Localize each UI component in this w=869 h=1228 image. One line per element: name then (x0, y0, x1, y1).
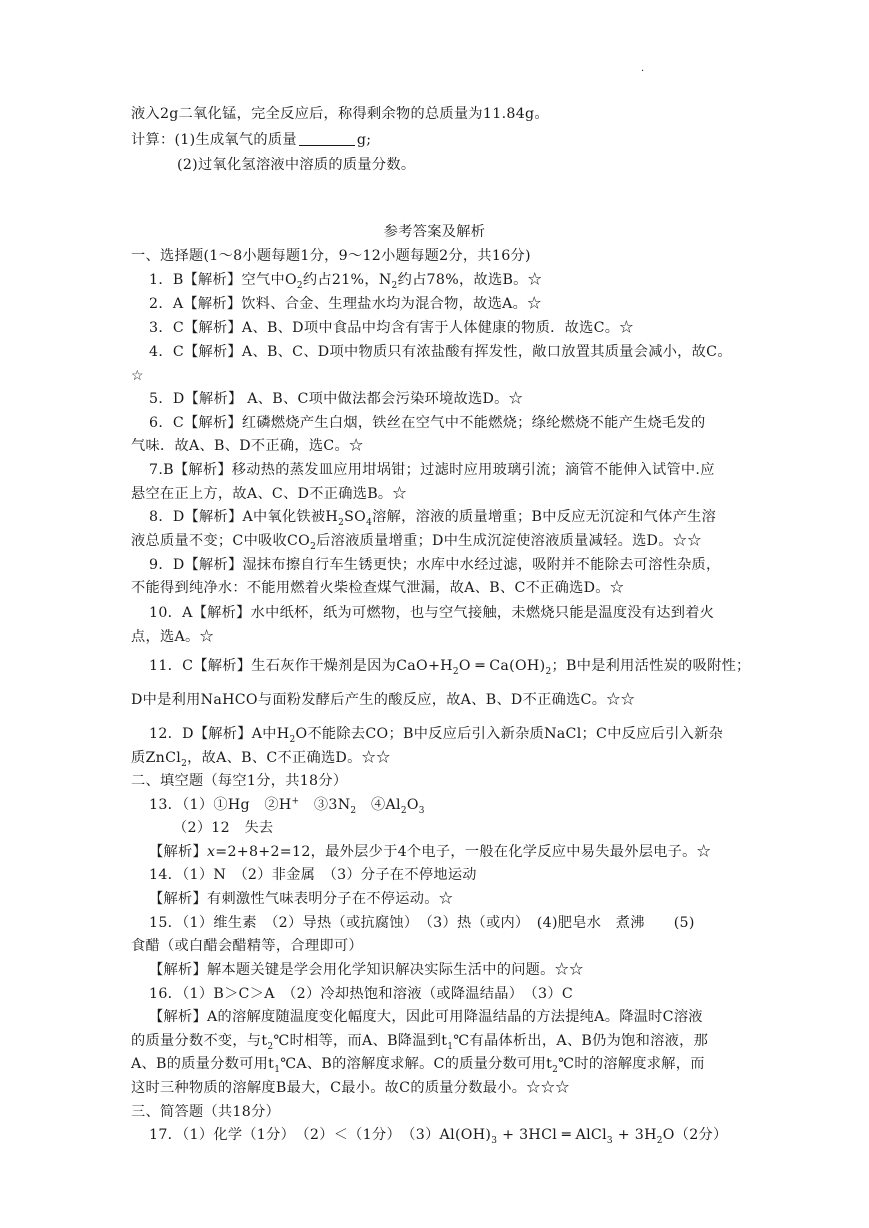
answer-8-line-2: 液总质量不变；C中吸收$CO_2$后溶液质量增重；D中生成沉淀使溶液质量减轻。选D。☆☆ (131, 533, 702, 552)
header-dot: · (641, 66, 645, 77)
answer-4-line-1: 4．C【解析】A、B、C、D项中物质只有浓盐酸有挥发性，敞口放置其质量会减小，故C。 (149, 344, 732, 360)
section2-heading: 二、填空题（每空1分，共18分） (131, 773, 348, 789)
answer-5: 5．D【解析】 A、B、C项中做法都会污染环境故选D。☆ (149, 391, 524, 407)
problem-line-1: 液入2g二氧化锰，完全反应后，称得剩余物的总质量为11.84g。 (131, 106, 549, 122)
answer-12-line-1: 12．D【解析】A中$H_2O$不能除去CO；B中反应后引入新杂质NaCl；C中反应后引入新杂 (149, 726, 724, 745)
q1-prefix: 计算：(1)生成氧气的质量 (131, 132, 297, 148)
answer-10-line-2: 点，选A。☆ (131, 629, 214, 645)
answer-17: 17．（1）化学（1分） （2）＜（1分） $(3)Al(OH)_3 + 3HCl$ ═ AlCl$_3$ + $3H_2O(2$分） (149, 1127, 728, 1146)
answer-6-line-2: 气味．故A、B、D不正确，选C。☆ (131, 438, 364, 454)
answer-3: 3．C【解析】A、B、D项中食品中均含有害于人体健康的物质．故选C。☆ (149, 320, 634, 336)
section1-heading: 一、选择题(1～8小题每题1分，9～12小题每题2分，共16分) (131, 248, 531, 264)
answer-2: 2．A【解析】饮料、合金、生理盐水均为混合物，故选A。☆ (149, 296, 542, 312)
section3-heading: 三、简答题（共18分） (131, 1104, 281, 1120)
answer-11-line-1: 11．C【解析】生石灰作干燥剂是因为$CaO+H_2O$ ═ $Ca(OH)_2$；B中是利用活性炭的吸附性； (149, 658, 751, 677)
answer-15-line-2: 食醋（或白醋会醋精等，合理即可） (131, 938, 363, 954)
answer-6-line-1: 6．C【解析】红磷燃烧产生白烟，铁丝在空气中不能燃烧；绦纶燃烧不能产生烧毛发的 (149, 415, 706, 431)
answer-14-note: 【解析】有刺激性气味表明分子在不停运动。☆ (149, 891, 454, 907)
answer-7-line-1: 7.B【解析】移动热的蒸发皿应用坩埚钳；过滤时应用玻璃引流；滴管不能伸入试管中.应 (149, 462, 715, 478)
answer-13-note: 【解析】x=2+8+2=12，最外层少于4个电子，一般在化学反应中易失最外层电子。☆ (149, 844, 712, 860)
answer-16-note-1: 【解析】A的溶解度随温度变化幅度大，因此可用降温结晶的方法提纯A。降温时C溶液 (149, 1009, 703, 1025)
answer-15-line-1: 15．（1）维生素 （2）导热（或抗腐蚀） （3）热（或内） (4)肥皂水 煮沸 (5) (149, 915, 695, 931)
answer-16-note-2: 的质量分数不变，与$t_2℃$时相等，而A、B降温到$t_1℃$有晶体析出，A、B仍为饱和溶液，那 (131, 1033, 709, 1052)
answer-9-line-1: 9．D【解析】湿抹布擦自行车生锈更快；水库中水经过滤，吸附并不能除去可溶性杂质， (149, 557, 721, 573)
problem-question-1 (131, 130, 371, 150)
answer-12-line-2: 质ZnCl$_2$，故A、B、C不正确选D。☆☆ (131, 750, 391, 769)
answer-13-line-1: 13．（1）①Hg ②H+ $③3N_2$ $④Al_2O_3$ (149, 796, 425, 816)
q1-suffix: g; (356, 132, 372, 148)
answer-14: 14．（1）N （2）非金属 （3）分子在不停地运动 (149, 867, 477, 883)
answer-4-line-2: ☆ (131, 368, 145, 384)
answer-7-line-2: 悬空在正上方，故A、C、D不正确选B。☆ (131, 486, 407, 502)
answer-9-line-2: 不能得到纯净水：不能用燃着火柴检查煤气泄漏，故A、B、C不正确选D。☆ (131, 580, 625, 596)
answer-16-note-4: 这时三种物质的溶解度B最大，C最小。故C的质量分数最小。☆☆☆ (131, 1080, 570, 1096)
answer-15-note: 【解析】解本题关键是学会用化学知识解决实际生活中的问题。☆☆ (149, 962, 584, 978)
answer-1: 1．B【解析】空气中$O_2$约占21%，$N_2$约占78%，故选B。☆ (149, 272, 543, 291)
answer-16: 16．（1）B＞C＞A （2）冷却热饱和溶液（或降温结晶） （3）C (149, 986, 574, 1002)
answer-13-line-2: （2）12 失去 (173, 820, 274, 836)
answer-8-line-1: 8．D【解析】A中氧化铁被$H_2SO_4$溶解，溶液的质量增重；B中反应无沉淀和气体产生溶 (149, 509, 717, 528)
answers-title: 参考答案及解析 (383, 224, 486, 240)
problem-question-2: (2)过氧化氢溶液中溶质的质量分数。 (177, 157, 416, 173)
answer-10-line-1: 10．A【解析】水中纸杯，纸为可燃物，也与空气接触，未燃烧只能是温度没有达到着火 (149, 605, 715, 621)
answer-blank (299, 131, 355, 146)
answer-11-line-2: D中是利用NaHCO与面粉发酵后产生的酸反应，故A、B、D不正确选C。☆☆ (131, 692, 636, 708)
answer-16-note-3: A、B的质量分数可用$t_1℃A$、B的溶解度求解。C的质量分数可用$t_2℃$时的溶解度求解，而 (131, 1056, 705, 1075)
